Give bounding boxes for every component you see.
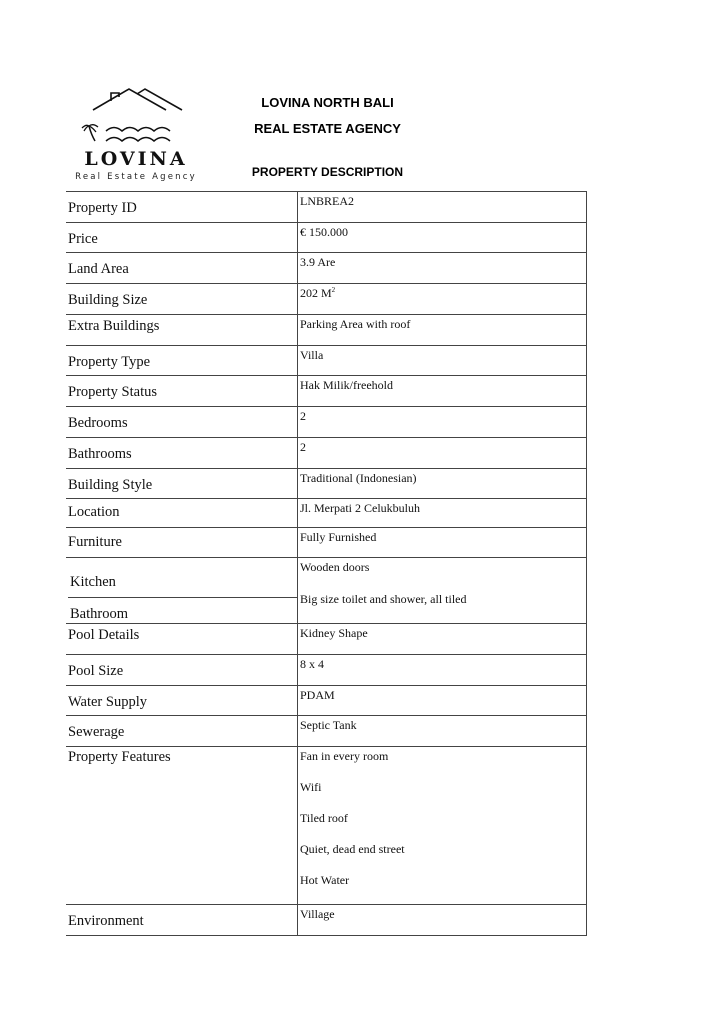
kitchen-bathroom-values: [298, 558, 587, 624]
table-row: [66, 253, 587, 284]
building-size-value: 202 M: [300, 286, 332, 300]
agency-logo: [66, 86, 206, 186]
table-row: [66, 407, 587, 438]
row-value: 2: [298, 438, 587, 469]
table-row: [66, 192, 587, 223]
row-value: 2: [298, 407, 587, 438]
row-value: € 150.000: [298, 223, 587, 253]
row-value: [298, 284, 587, 315]
row-label: Pool Size: [66, 655, 298, 686]
row-label: Property Type: [66, 346, 298, 376]
table-row: [66, 686, 587, 716]
document-title: PROPERTY DESCRIPTION: [251, 165, 404, 179]
table-row: [66, 438, 587, 469]
row-label: Land Area: [66, 253, 298, 284]
feature-item: Wifi: [300, 780, 322, 794]
row-label: Bedrooms: [66, 407, 298, 438]
superscript: 2: [331, 286, 336, 294]
row-value: 8 x 4: [298, 655, 587, 686]
features-list: [298, 747, 587, 905]
table-row: [66, 346, 587, 376]
row-value: Village: [298, 905, 587, 936]
row-value: Traditional (Indonesian): [298, 469, 587, 499]
row-label: Environment: [66, 905, 298, 936]
feature-item: Hot Water: [300, 873, 350, 887]
property-table: [66, 191, 587, 936]
row-label: Price: [66, 223, 298, 253]
table-row: [66, 223, 587, 253]
row-value: PDAM: [298, 686, 587, 716]
feature-item: Fan in every room: [300, 749, 389, 763]
logo-name: LOVINA: [84, 148, 188, 170]
row-label: Water Supply: [66, 686, 298, 716]
house-waves-logo-icon: [66, 86, 206, 148]
table-row: [66, 284, 587, 315]
agency-title: LOVINA NORTH BALI: [261, 95, 394, 110]
row-value: Septic Tank: [298, 716, 587, 747]
row-label: Furniture: [66, 528, 298, 558]
row-value: Big size toilet and shower, all tiled: [300, 592, 467, 606]
row-value: Villa: [298, 346, 587, 376]
row-label: Bathrooms: [66, 438, 298, 469]
table-row: [66, 528, 587, 558]
feature-item: Quiet, dead end street: [300, 842, 405, 856]
row-label: Building Style: [66, 469, 298, 499]
table-row: [66, 716, 587, 747]
table-row: [66, 315, 587, 346]
row-label: Kitchen: [70, 574, 116, 590]
table-row: [66, 747, 587, 905]
table-row: [66, 624, 587, 655]
kitchen-bathroom-labels: [66, 558, 298, 624]
table-row: [66, 905, 587, 936]
table-row: [66, 376, 587, 407]
row-label: Property Features: [66, 747, 298, 905]
row-label: Pool Details: [66, 624, 298, 655]
table-row: [66, 469, 587, 499]
row-label: Bathroom: [70, 606, 128, 622]
row-value: Hak Milik/freehold: [298, 376, 587, 407]
row-label: Property Status: [66, 376, 298, 407]
table-row: [66, 499, 587, 528]
row-label: Location: [66, 499, 298, 528]
feature-item: Tiled roof: [300, 811, 348, 825]
row-value: Parking Area with roof: [298, 315, 587, 346]
row-label: Building Size: [66, 284, 298, 315]
row-label: Sewerage: [66, 716, 298, 747]
agency-subtitle: REAL ESTATE AGENCY: [254, 121, 401, 136]
row-value: Fully Furnished: [298, 528, 587, 558]
row-value: 3.9 Are: [298, 253, 587, 284]
row-value: Jl. Merpati 2 Celukbuluh: [298, 499, 587, 528]
row-value: LNBREA2: [298, 192, 587, 223]
row-label: Property ID: [66, 192, 298, 223]
row-value: Wooden doors: [300, 560, 370, 574]
table-row: [66, 558, 587, 624]
row-value: Kidney Shape: [298, 624, 587, 655]
row-label: Extra Buildings: [66, 315, 298, 346]
table-row: [66, 655, 587, 686]
logo-tagline: Real Estate Agency: [75, 172, 197, 182]
